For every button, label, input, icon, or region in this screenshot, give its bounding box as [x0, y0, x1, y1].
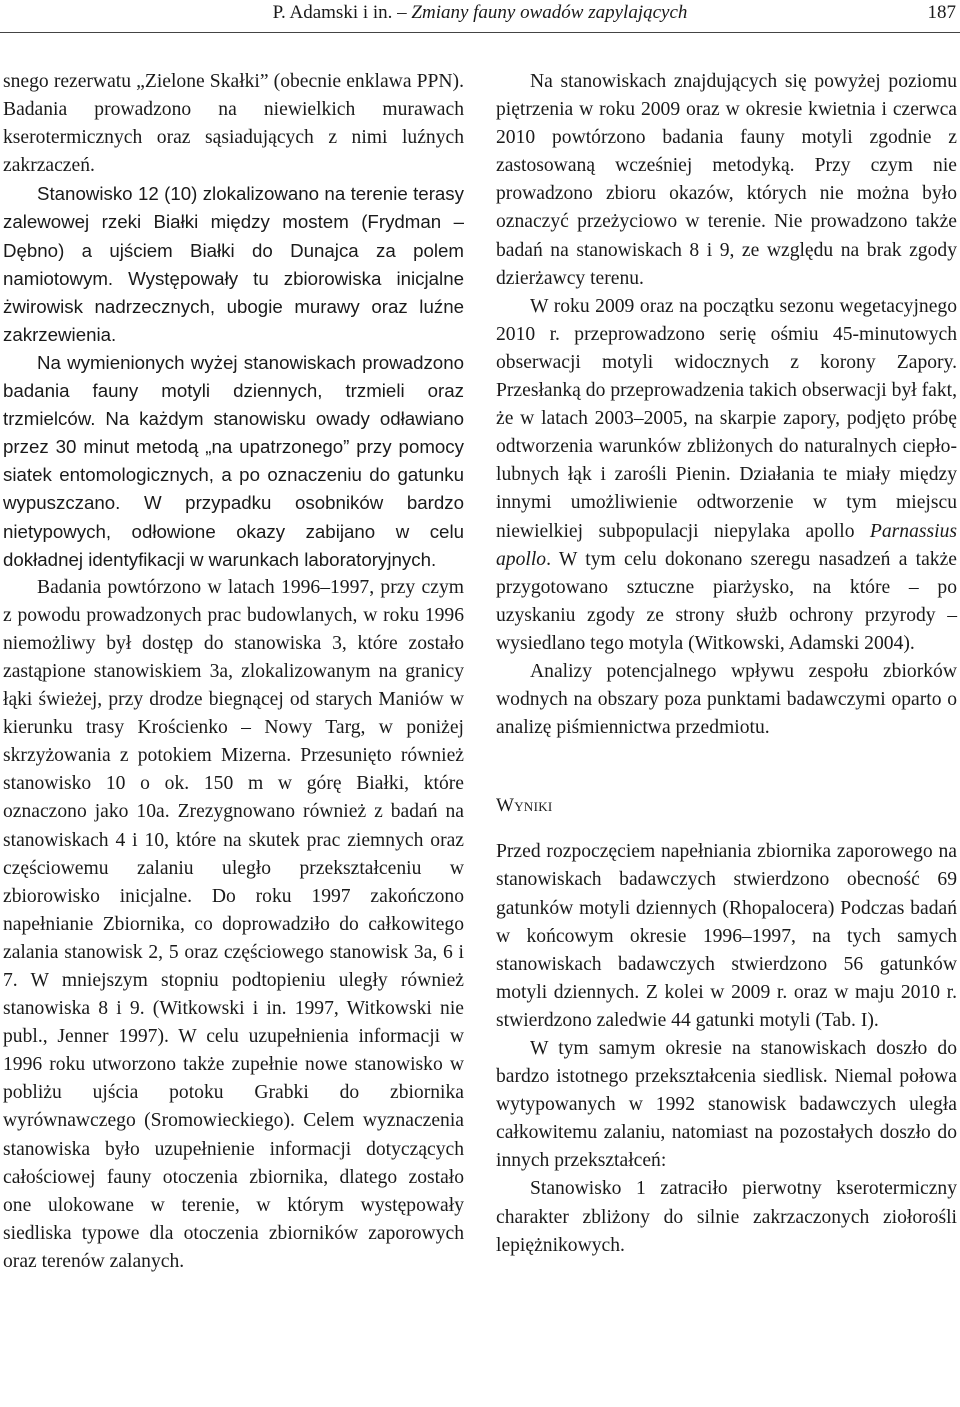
dam-observations-text-end: . W tym celu dokonano szeregu nasadzeń a także przygotowano sztuczne piarżysko, na które – po uzyskaniu zgody ze strony służb ochrony przyrody – wysiedlano tego motyla (Witkowski, Adamski 2004).	[496, 548, 957, 654]
paragraph-repeat-study: Badania powtórzono w latach 1996–1997, przy czym z powodu prowadzonych prac budowlanych, w roku 1996 niemożliwy był dostęp do stanowiska 3, które zostało zastąpione stanowiskiem 3a, zlokalizowanym na granicy łąki świeżej, przy drodze biegnącej od starych Maniów w kierunku trasy Krościenko – Nowy Targ, w poniżej skrzyżowania z potokiem Mizerna. Przesunięto również stanowisko 10 o ok. 150 m w górę Białki, które oznaczono jako 10a. Zrezygnowano również z badań na stanowiskach 4 i 10, które na skutek prac ziemnych oraz częściowemu zalaniu uległo przekształceniu w zbiorowisko inicjalne. Do roku 1997 zakończono napełnianie Zbiornika, co doprowadziło do całkowitego zalania stanowisk 2, 5 oraz częściowego stanowisk 3a, 6 i 7. W mniejszym stopniu podtopieniu uległy również stanowiska 8 i 9. (Witkowski i in. 1997, Witkowski nie publ., Jenner 1997). W celu uzupełnienia informacji w 1996 roku utworzono także zupełnie nowe stanowisko w pobliżu ujścia potoku Grabki do zbiornika wyrównawczego (Sromowieckiego). Celem wyznaczenia stanowiska było uzupełnienie informacji dotyczących całościowej fauny otoczenia zbiornika, dlatego zostało one ulokowane w terenie, w którym występowały siedliska typowe dla otoczenia zbiorników zaporowych oraz terenów zalanych.	[3, 576, 464, 1272]
paragraph-dam-observations	[496, 293, 957, 658]
paragraph-2009-2010-survey: Na stanowiskach znajdujących się powyżej poziomu piętrzenia w roku 2009 oraz w okresie kwietnia i czerwca 2010 powtórzono badania fauny motyli zgodnie z zastosowaną wcześniej metodyką. Przy czym nie prowadzono zbioru okazów, których nie można było oznaczyć przeżyciowo w terenie. Nie prowadzono także badań na stanowiskach 8 i 9, ze względu na brak zgody dzierżawcy terenu.	[496, 71, 957, 289]
paragraph-site-11-continuation: snego rezerwatu „Zielone Skałki” (obecnie enklawa PPN). Badania prowadzono na niewielkich murawach kserotermicznych oraz sąsiadujących z nimi luźnych zakrzaczeń.	[3, 71, 464, 177]
running-head	[0, 0, 960, 26]
species-name: Parnassius apollo	[496, 520, 957, 570]
page-number: 187	[927, 2, 956, 23]
dam-observations-text: W roku 2009 oraz na początku sezonu wegetacyjnego 2010 r. przeprowadzono serię ośmiu 45-minutowych obserwacji motyli widocznych z korony Zapory. Przesłanką do przeprowadzenia takich obserwacji był fakt, że w latach 2003–2005, na skarpie zapory, podjęto próbę odtworzenia warunków zbliżonych do naturalnych ciepłolubnych łąk i zarośli Pienin. Działania te miały między innymi umożliwienie odtworzenie w tym miejscu niewielkiej subpopulacji niepylaka apollo	[496, 295, 957, 542]
page-header	[0, 0, 960, 33]
left-column	[3, 68, 464, 1276]
paragraph-methods: Na wymienionych wyżej stanowiskach prowadzono badania fauny motyli dziennych, trzmieli oraz trzmielców. Na każdym stanowisku owady odławiano przez 30 minut metodą „na upatrzonego” przy pomocy siatek entomologicznych, a po oznaczeniu do gatunku wypuszczano. W przypadku osobników bardzo nietypowych, odłowione okazy zabijano w celu dokładnej identyfikacji w warunkach laboratoryjnych.	[3, 351, 464, 570]
paragraph-results-species-count: Przed rozpoczęciem napełniania zbiornika zaporowego na stanowiskach badawczych stwierdzono obecność 69 gatunków motyli dziennych (Rhopalocera) Podczas badań w końcowym okresie 1996–1997, na tych samych stanowiskach badawczych stwierdzono 56 gatunków motyli dziennych. Z kolei w 2009 r. oraz w maju 2010 r. stwierdzono zaledwie 44 gatunki motyli (Tab. I).	[496, 841, 957, 1031]
running-head-authors: P. Adamski i in. –	[272, 2, 412, 23]
paragraph-site-12: Stanowisko 12 (10) zlokalizowano na terenie terasy zalewowej rzeki Białki między mostem (Frydman – Dębno) a ujściem Białki do Dunajca za polem namiotowym. Występowały tu zbiorowiska inicjalne żwirowisk nadrzecznych, ubogie murawy oraz luźne zakrzewienia.	[3, 183, 464, 345]
section-heading-results: Wyniki	[496, 795, 553, 817]
right-column	[496, 68, 957, 1260]
paragraph-literature-analysis: Analizy potencjalnego wpływu zespołu zbiorków wodnych na obszary poza punktami badawczymi oparto o analizę piśmiennictwa przedmiotu.	[496, 660, 957, 739]
section-spacer	[496, 742, 957, 772]
paragraph-habitat-change: W tym samym okresie na stanowiskach doszło do bardzo istotnego przekształcenia siedlisk. Niemal połowa wytypowanych w 1992 stanowisk badawczych uległa całkowitemu zalaniu, natomiast na pozostałych doszło do innych przekształceń:	[496, 1038, 957, 1172]
running-head-title: Zmiany fauny owadów zapylających	[411, 2, 688, 23]
paragraph-site-1: Stanowisko 1 zatraciło pierwotny kserotermiczny charakter zbliżony do silnie zakrzaczonych ziołorośli lepiężnikowych.	[496, 1178, 957, 1256]
